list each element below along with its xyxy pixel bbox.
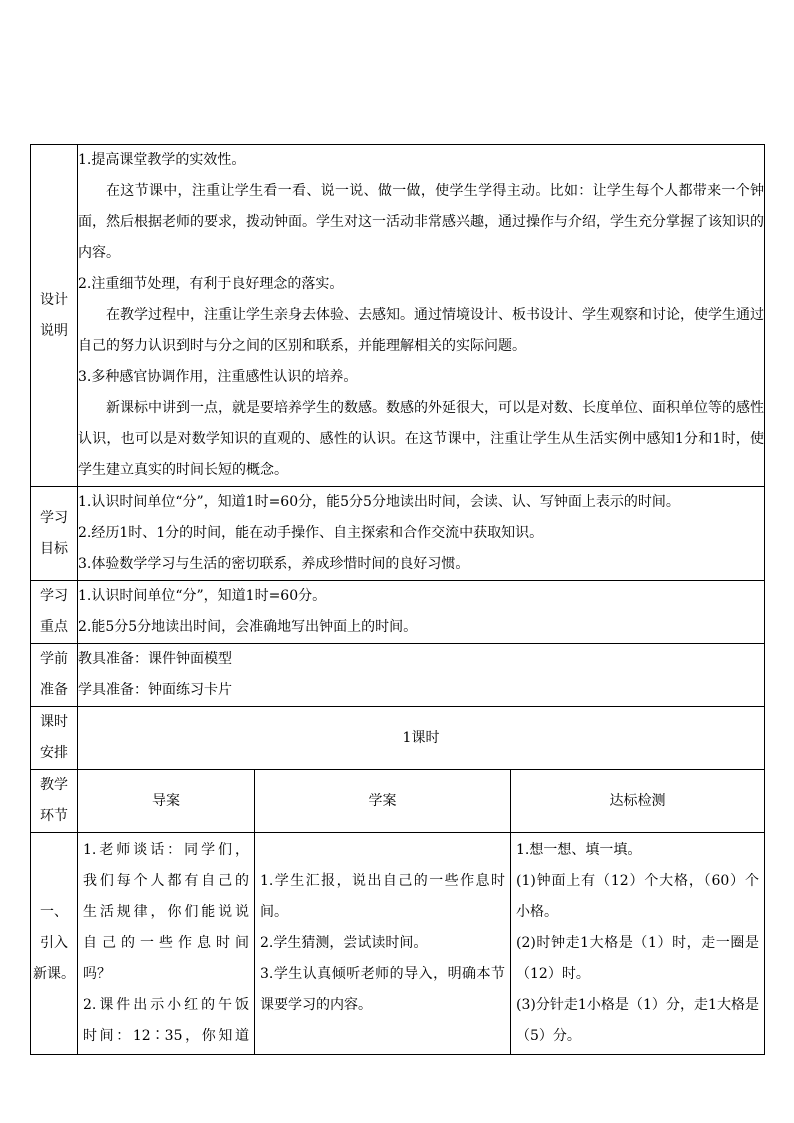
design-label (31, 145, 78, 487)
guide-line: 自己的一些作息时间 (83, 935, 249, 951)
guide-line: 我们每个人都有自己的 (83, 873, 249, 889)
check-item: (3)分针走1小格是（1）分，走1大格是（5）分。 (516, 997, 760, 1044)
guide-line: 1.老师谈话：同学们， (83, 842, 249, 858)
study-column-header (255, 770, 511, 833)
design-label-text: 设计 说明 (40, 291, 68, 339)
stage-header-label (31, 770, 78, 833)
check-item: 1.想一想、填一填。 (516, 842, 642, 858)
check-column-header-text: 达标检测 (609, 792, 666, 809)
focus-item: 2.能5分5分地读出时间，会准确地写出钟面上的时间。 (78, 619, 418, 635)
lesson-plan-table (30, 144, 765, 1055)
stage-header-label-text: 教学 环节 (40, 777, 68, 824)
goal-item: 2.经历1时、1分的时间，能在动手操作、自主探索和合作交流中获取知识。 (78, 525, 544, 541)
check-item: (2)时钟走1大格是（1）时，走一圈是（12）时。 (516, 935, 760, 982)
check-item: (1)钟面上有（12）个大格，（60）个小格。 (516, 873, 760, 920)
goals-content (78, 487, 765, 581)
guide-line: 吗？ (83, 966, 111, 982)
prep-item: 学具准备：钟面练习卡片 (78, 682, 232, 698)
intro-check (511, 833, 765, 1055)
stage-header-row (31, 770, 765, 833)
goal-item: 1.认识时间单位“分”，知道1时=60分，能5分5分地读出时间，会读、认、写钟面上表示的时间。 (78, 494, 680, 510)
design-point-3-body: 新课标中讲到一点，就是要培养学生的数感。数感的外延很大，可以是对数、长度单位、面积单位等的感性认识，也可以是对数学知识的直观的、感性的认识。在这节课中，注重让学生从生活实例中感知1分和1时，使学生建立真实的时间长短的概念。 (78, 400, 765, 478)
guide-line: 2.课件出示小红的午饭 (83, 997, 249, 1013)
intro-row (31, 833, 765, 1055)
design-point-3-title: 3.多种感官协调作用，注重感性认识的培养。 (78, 369, 358, 385)
design-point-2-body: 在教学过程中，注重让学生亲身去体验、去感知。通过情境设计、板书设计、学生观察和讨论，使学生通过自己的努力认识到时与分之间的区别和联系，并能理解相关的实际问题。 (78, 307, 765, 354)
guide-column-header-text: 导案 (152, 792, 180, 809)
prep-item: 教具准备：课件钟面模型 (78, 651, 232, 667)
focus-label-text: 学习 重点 (40, 588, 68, 635)
intro-guide (78, 833, 255, 1055)
design-content (78, 145, 765, 487)
prep-content (78, 644, 765, 707)
intro-label (31, 833, 78, 1055)
study-item: 1.学生汇报，说出自己的一些作息时间。 (260, 873, 505, 920)
guide-column-header (78, 770, 255, 833)
focus-label (31, 581, 78, 644)
goals-label (31, 487, 78, 581)
study-column-header-text: 学案 (368, 792, 397, 809)
focus-item: 1.认识时间单位“分”，知道1时=60分。 (78, 588, 327, 604)
check-column-header (511, 770, 765, 833)
intro-label-text: 一、 引入 新课。 (33, 904, 75, 982)
guide-line: 时间：12∶35，你知道 (83, 1028, 249, 1044)
guide-line: 生活规律，你们能说说 (83, 904, 249, 920)
goals-row (31, 487, 765, 581)
design-row (31, 145, 765, 487)
schedule-label (31, 707, 78, 770)
goals-label-text: 学习 目标 (40, 509, 68, 557)
schedule-row (31, 707, 765, 770)
design-point-1-title: 1.提高课堂教学的实效性。 (78, 152, 246, 168)
schedule-value-text: 1课时 (402, 729, 440, 746)
focus-content (78, 581, 765, 644)
prep-row (31, 644, 765, 707)
schedule-label-text: 课时 安排 (40, 714, 68, 761)
design-point-1-body: 在这节课中，注重让学生看一看、说一说、做一做，使学生学得主动。比如：让学生每个人都带来一个钟面，然后根据老师的要求，拨动钟面。学生对这一活动非常感兴趣，通过操作与介绍，学生充分掌握了该知识的内容。 (78, 183, 765, 261)
schedule-value (78, 707, 765, 770)
design-point-2-title: 2.注重细节处理，有利于良好理念的落实。 (78, 276, 344, 292)
focus-row (31, 581, 765, 644)
goal-item: 3.体验数学学习与生活的密切联系，养成珍惜时间的良好习惯。 (78, 556, 470, 572)
prep-label (31, 644, 78, 707)
prep-label-text: 学前 准备 (40, 651, 68, 698)
study-item: 3.学生认真倾听老师的导入，明确本节课要学习的内容。 (260, 966, 505, 1013)
study-item: 2.学生猜测，尝试读时间。 (260, 935, 428, 951)
intro-study (255, 833, 511, 1055)
